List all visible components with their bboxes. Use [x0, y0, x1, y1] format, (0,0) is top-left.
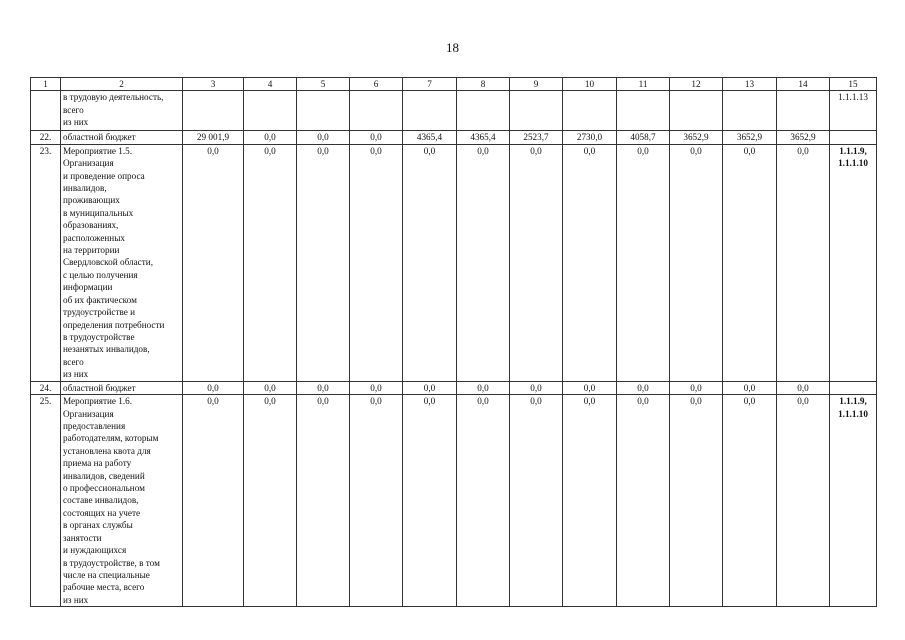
- column-header: 1: [31, 78, 61, 91]
- value-cell: 0,0: [350, 131, 403, 144]
- table-row: [31, 381, 877, 394]
- value-cell: [297, 91, 350, 131]
- value-cell: [510, 91, 563, 131]
- value-cell: [723, 91, 777, 131]
- row-description: областной бюджет: [61, 131, 183, 144]
- row-number: 24.: [31, 381, 61, 394]
- value-cell: [617, 91, 670, 131]
- value-cell: 0,0: [297, 395, 350, 607]
- value-cell: 0,0: [777, 144, 830, 381]
- value-cell: 0,0: [563, 381, 617, 394]
- value-cell: 0,0: [350, 395, 403, 607]
- target-reference: 1.1.1.13: [830, 91, 877, 131]
- column-header: 11: [617, 78, 670, 91]
- table-row: [31, 395, 877, 607]
- value-cell: [244, 91, 297, 131]
- value-cell: 0,0: [244, 144, 297, 381]
- value-cell: [350, 91, 403, 131]
- column-header: 9: [510, 78, 563, 91]
- value-cell: 0,0: [723, 395, 777, 607]
- value-cell: [670, 91, 723, 131]
- row-description: Мероприятие 1.6. Организация предоставления работодателям, которым установлена квота для приема на работу инвалидов, сведений о профессиональном составе инвалидов, состоящих на учете в органах службы занятости и нуждающихся в трудоустройстве, в том числе на специальные рабочие места, всего из них: [61, 395, 183, 607]
- value-cell: 0,0: [617, 144, 670, 381]
- value-cell: 0,0: [183, 144, 244, 381]
- table-header-row: [31, 78, 877, 91]
- value-cell: 0,0: [403, 381, 457, 394]
- row-number: [31, 91, 61, 131]
- column-header: 12: [670, 78, 723, 91]
- value-cell: 29 001,9: [183, 131, 244, 144]
- value-cell: 0,0: [777, 395, 830, 607]
- value-cell: 0,0: [670, 395, 723, 607]
- row-number: 25.: [31, 395, 61, 607]
- value-cell: 0,0: [457, 381, 510, 394]
- column-header: 10: [563, 78, 617, 91]
- column-header: 3: [183, 78, 244, 91]
- column-header: 5: [297, 78, 350, 91]
- value-cell: [777, 91, 830, 131]
- value-cell: 0,0: [183, 395, 244, 607]
- value-cell: 0,0: [244, 131, 297, 144]
- row-number: 23.: [31, 144, 61, 381]
- value-cell: 0,0: [723, 381, 777, 394]
- value-cell: 0,0: [244, 395, 297, 607]
- value-cell: 0,0: [350, 381, 403, 394]
- value-cell: 0,0: [723, 144, 777, 381]
- target-reference: [830, 381, 877, 394]
- value-cell: 0,0: [457, 144, 510, 381]
- column-header: 6: [350, 78, 403, 91]
- value-cell: 0,0: [563, 144, 617, 381]
- value-cell: 0,0: [510, 144, 563, 381]
- value-cell: 0,0: [670, 381, 723, 394]
- value-cell: 0,0: [617, 381, 670, 394]
- page-number: 18: [446, 40, 459, 55]
- value-cell: 2730,0: [563, 131, 617, 144]
- target-reference: [830, 131, 877, 144]
- row-description: областной бюджет: [61, 381, 183, 394]
- column-header: 2: [61, 78, 183, 91]
- target-reference: 1.1.1.9, 1.1.1.10: [830, 395, 877, 607]
- column-header: 4: [244, 78, 297, 91]
- value-cell: 4365,4: [457, 131, 510, 144]
- column-header: 15: [830, 78, 877, 91]
- column-header: 14: [777, 78, 830, 91]
- value-cell: [403, 91, 457, 131]
- value-cell: [183, 91, 244, 131]
- value-cell: 0,0: [563, 395, 617, 607]
- value-cell: 3652,9: [777, 131, 830, 144]
- target-reference: 1.1.1.9, 1.1.1.10: [830, 144, 877, 381]
- value-cell: 4058,7: [617, 131, 670, 144]
- value-cell: 3652,9: [723, 131, 777, 144]
- value-cell: [457, 91, 510, 131]
- value-cell: 0,0: [403, 144, 457, 381]
- budget-table: [30, 77, 877, 607]
- value-cell: 0,0: [350, 144, 403, 381]
- table-row: [31, 91, 877, 131]
- value-cell: 0,0: [510, 395, 563, 607]
- row-number: 22.: [31, 131, 61, 144]
- value-cell: 0,0: [403, 395, 457, 607]
- column-header: 7: [403, 78, 457, 91]
- value-cell: 4365,4: [403, 131, 457, 144]
- value-cell: 0,0: [244, 381, 297, 394]
- value-cell: 2523,7: [510, 131, 563, 144]
- column-header: 8: [457, 78, 510, 91]
- value-cell: 0,0: [777, 381, 830, 394]
- value-cell: 0,0: [457, 395, 510, 607]
- table-row: [31, 131, 877, 144]
- value-cell: 3652,9: [670, 131, 723, 144]
- value-cell: 0,0: [510, 381, 563, 394]
- row-description: в трудовую деятельность, всего из них: [61, 91, 183, 131]
- value-cell: 0,0: [617, 395, 670, 607]
- value-cell: 0,0: [297, 381, 350, 394]
- value-cell: 0,0: [297, 144, 350, 381]
- value-cell: 0,0: [183, 381, 244, 394]
- value-cell: 0,0: [297, 131, 350, 144]
- table-row: [31, 144, 877, 381]
- column-header: 13: [723, 78, 777, 91]
- row-description: Мероприятие 1.5. Организация и проведение опроса инвалидов, проживающих в муниципальных образованиях, расположенных на территории Свердловской области, с целью получения информации об их фактическом трудоустройстве и определения потребности в трудоустройстве незанятых инвалидов, всего из них: [61, 144, 183, 381]
- value-cell: [563, 91, 617, 131]
- value-cell: 0,0: [670, 144, 723, 381]
